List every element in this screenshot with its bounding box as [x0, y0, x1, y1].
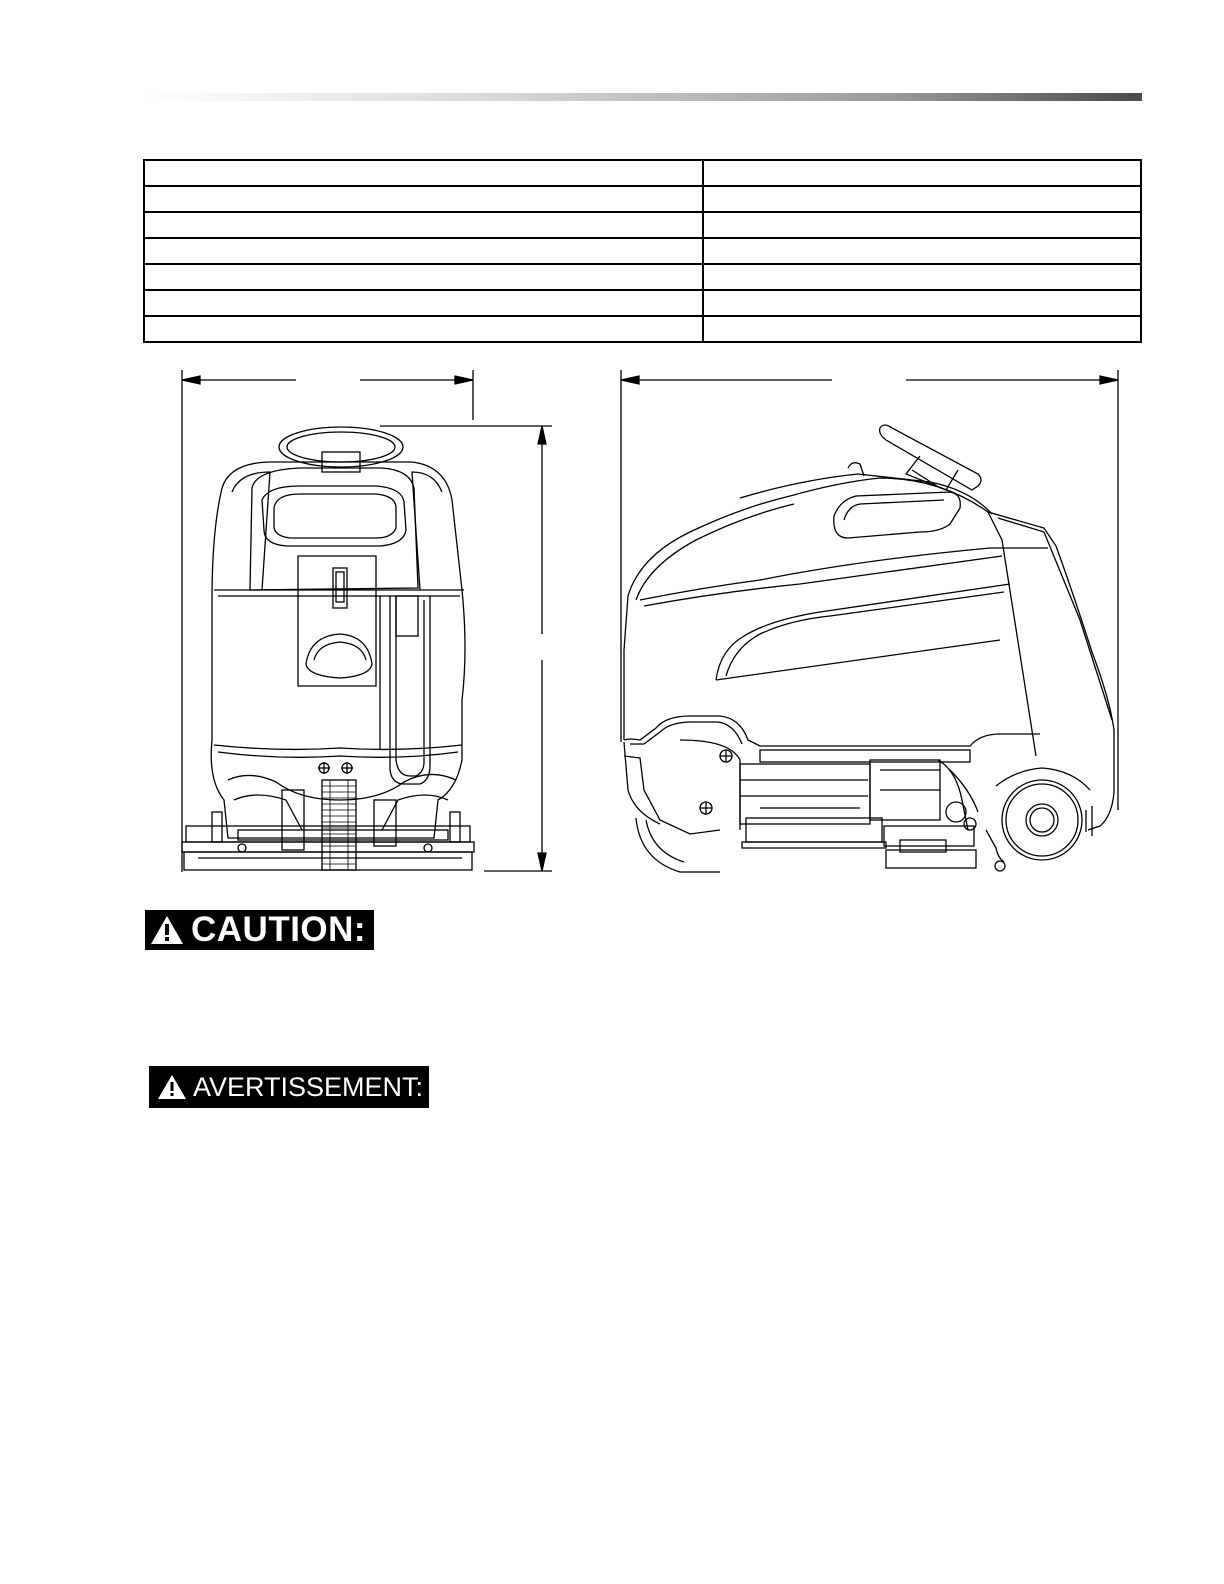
header-gradient-rule [145, 93, 1142, 101]
machine-dimension-drawing [0, 360, 1224, 890]
spec-value-cell [703, 264, 1141, 290]
spec-label-cell [144, 290, 703, 316]
table-row [144, 316, 1141, 342]
spec-value-cell [703, 160, 1141, 186]
spec-label-cell [144, 238, 703, 264]
table-row [144, 186, 1141, 212]
table-row [144, 212, 1141, 238]
front-height-dimension [380, 426, 552, 871]
specification-table [143, 159, 1142, 343]
table-row [144, 290, 1141, 316]
avertissement-badge [149, 1066, 429, 1108]
spec-label-cell [144, 264, 703, 290]
avertissement-label: AVERTISSEMENT: [193, 1071, 424, 1102]
spec-value-cell [703, 238, 1141, 264]
spec-label-cell [144, 212, 703, 238]
table-row [144, 264, 1141, 290]
warning-triangle-icon [157, 1074, 187, 1100]
spec-label-cell [144, 160, 703, 186]
spec-label-cell [144, 186, 703, 212]
caution-badge [145, 910, 374, 950]
side-view-machine [624, 425, 1114, 872]
table-row [144, 160, 1141, 186]
caution-label: CAUTION: [191, 910, 367, 949]
spec-value-cell [703, 316, 1141, 342]
spec-value-cell [703, 212, 1141, 238]
spec-label-cell [144, 316, 703, 342]
spec-value-cell [703, 186, 1141, 212]
front-view-machine [182, 427, 474, 870]
spec-value-cell [703, 290, 1141, 316]
table-row [144, 238, 1141, 264]
warning-triangle-icon [149, 914, 185, 946]
